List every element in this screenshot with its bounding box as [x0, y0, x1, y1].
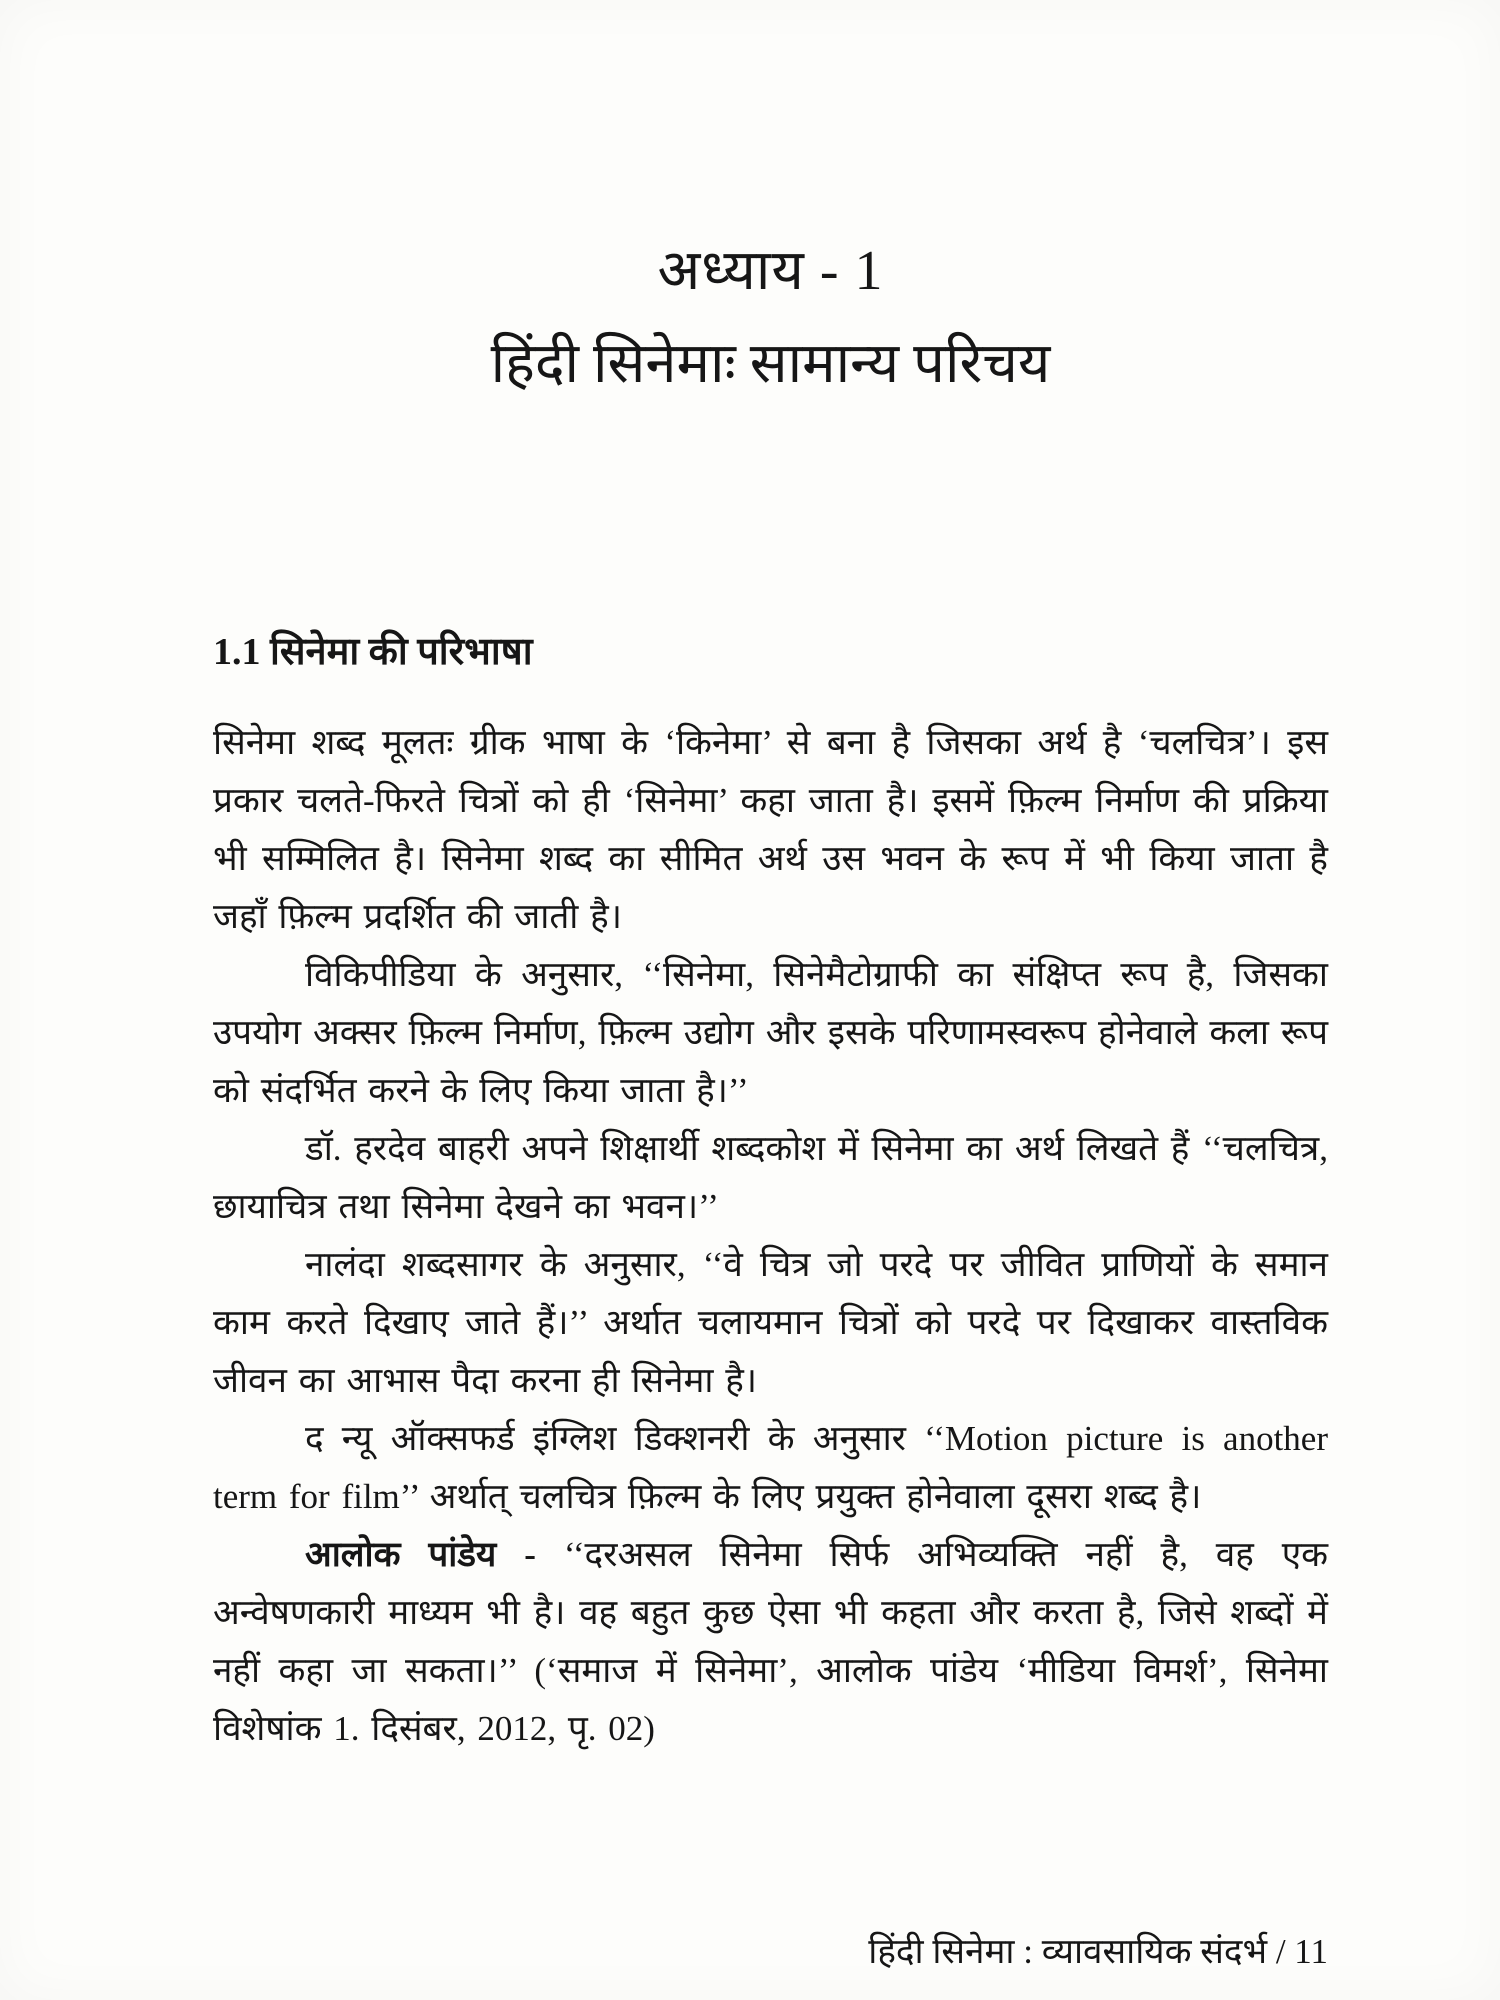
- section-heading: 1.1 सिनेमा की परिभाषा: [213, 631, 533, 674]
- paragraph-alok-pandey-quote: [213, 1526, 1328, 1758]
- page-footer-running-title: हिंदी सिनेमा : व्यावसायिक संदर्भ / 11: [868, 1932, 1328, 1971]
- body-text: [213, 714, 1328, 1758]
- paragraph-nalanda-shabdsagar-quote: नालंदा शब्दसागर के अनुसार, ‘‘वे चित्र जो परदे पर जीवित प्राणियों के समान काम करते दिखाए जाते हैं।’’ अर्थात चलायमान चित्रों को परदे पर दिखाकर वास्तविक जीवन का आभास पैदा करना ही सिनेमा है।: [213, 1244, 1328, 1400]
- paragraph-alok-pandey-text: ‘‘दरअसल सिनेमा सिर्फ अभिव्यक्ति नहीं है, वह एक अन्वेषणकारी माध्यम भी है। वह बहुत कुछ ऐसा भी कहता और करता है, जिसे शब्दों में नहीं कहा जा सकता।’’ (‘समाज में सिनेमा’, आलोक पांडेय ‘मीडिया विमर्श’, सिनेमा विशेषांक 1. दिसंबर, 2012, पृ. 02): [213, 1534, 1328, 1748]
- paragraph-oxford-dictionary-quote: द न्यू ऑक्सफर्ड इंग्लिश डिक्शनरी के अनुसार ‘‘Motion picture is another term for film’’ अर्थात् चलचित्र फ़िल्म के लिए प्रयुक्त होनेवाला दूसरा शब्द है।: [213, 1418, 1328, 1516]
- paragraph-wikipedia-quote: विकिपीडिया के अनुसार, ‘‘सिनेमा, सिनेमैटोग्राफी का संक्षिप्त रूप है, जिसका उपयोग अक्सर फ़िल्म निर्माण, फ़िल्म उद्योग और इसके परिणामस्वरूप होनेवाले कला रूप को संदर्भित करने के लिए किया जाता है।’’: [213, 954, 1328, 1110]
- paragraph-definition-intro: सिनेमा शब्द मूलतः ग्रीक भाषा के ‘किनेमा’ से बना है जिसका अर्थ है ‘चलचित्र’। इस प्रकार चलते-फिरते चित्रों को ही ‘सिनेमा’ कहा जाता है। इसमें फ़िल्म निर्माण की प्रक्रिया भी सम्मिलित है। सिनेमा शब्द का सीमित अर्थ उस भवन के रूप में भी किया जाता है जहाँ फ़िल्म प्रदर्शित की जाती है।: [213, 722, 1328, 936]
- paragraph-hardev-bahri-quote: डॉ. हरदेव बाहरी अपने शिक्षार्थी शब्दकोश में सिनेमा का अर्थ लिखते हैं ‘‘चलचित्र, छायाचित्र तथा सिनेमा देखने का भवन।’’: [213, 1128, 1328, 1226]
- chapter-subtitle: हिंदी सिनेमाः सामान्य परिचय: [490, 333, 1051, 396]
- chapter-title: अध्याय - 1: [657, 240, 884, 302]
- page-content: [213, 0, 1328, 1758]
- paragraph-alok-pandey-lead: आलोक पांडेय -: [305, 1534, 564, 1574]
